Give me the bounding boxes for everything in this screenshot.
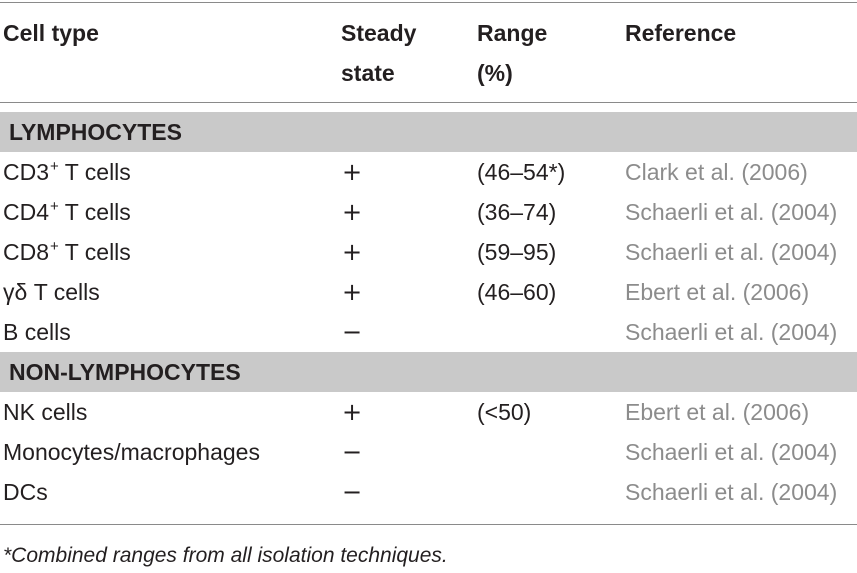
range-value: (46–54*) [477,159,566,185]
cell-type: CD8+ T cells [3,238,131,265]
cell-type: CD3+ T cells [3,158,131,185]
reference-value: Ebert et al. (2006) [625,399,810,425]
section-band-lymphocytes [0,112,857,152]
table-row [0,232,857,272]
section-band-non-lymphocytes [0,352,857,392]
top-rule [0,2,857,3]
cell-type: DCs [3,479,48,505]
table-row [0,272,857,312]
cell-type: CD4+ T cells [3,198,131,225]
reference-value: Schaerli et al. (2004) [625,239,838,265]
header-rule [0,102,857,103]
reference-value: Ebert et al. (2006) [625,279,810,305]
reference-value: Schaerli et al. (2004) [625,319,838,345]
steady-state-value: − [341,478,363,506]
header-steady-state-line1: Steady [341,20,417,46]
range-value: (<50) [477,399,532,425]
header-range-line2: (%) [477,60,513,86]
reference-value: Schaerli et al. (2004) [625,439,838,465]
range-value: (46–60) [477,279,557,305]
steady-state-value: + [341,158,363,186]
section-label: LYMPHOCYTES [9,119,182,145]
reference-value: Schaerli et al. (2004) [625,479,838,505]
steady-state-value: − [341,318,363,346]
header-range-line1: Range [477,20,548,46]
steady-state-value: + [341,278,363,306]
cell-type: Monocytes/macrophages [3,439,260,465]
reference-value: Schaerli et al. (2004) [625,199,838,225]
table-row [0,312,857,352]
table-row [0,392,857,432]
table-footnote: *Combined ranges from all isolation techniques. [3,544,448,567]
bottom-rule [0,524,857,525]
steady-state-value: + [341,238,363,266]
steady-state-value: + [341,398,363,426]
cell-type: B cells [3,319,71,345]
steady-state-value: + [341,198,363,226]
range-value: (36–74) [477,199,557,225]
reference-value: Clark et al. (2006) [625,159,808,185]
header-reference: Reference [625,20,737,46]
table-row [0,472,857,512]
section-label: NON-LYMPHOCYTES [9,359,241,385]
range-value: (59–95) [477,239,557,265]
table-row [0,432,857,472]
steady-state-value: − [341,438,363,466]
table-row [0,152,857,192]
header-steady-state-line2: state [341,60,395,86]
table-row [0,192,857,232]
header-cell-type: Cell type [3,20,99,46]
cell-type: NK cells [3,399,88,425]
cell-type: γδ T cells [3,279,100,305]
